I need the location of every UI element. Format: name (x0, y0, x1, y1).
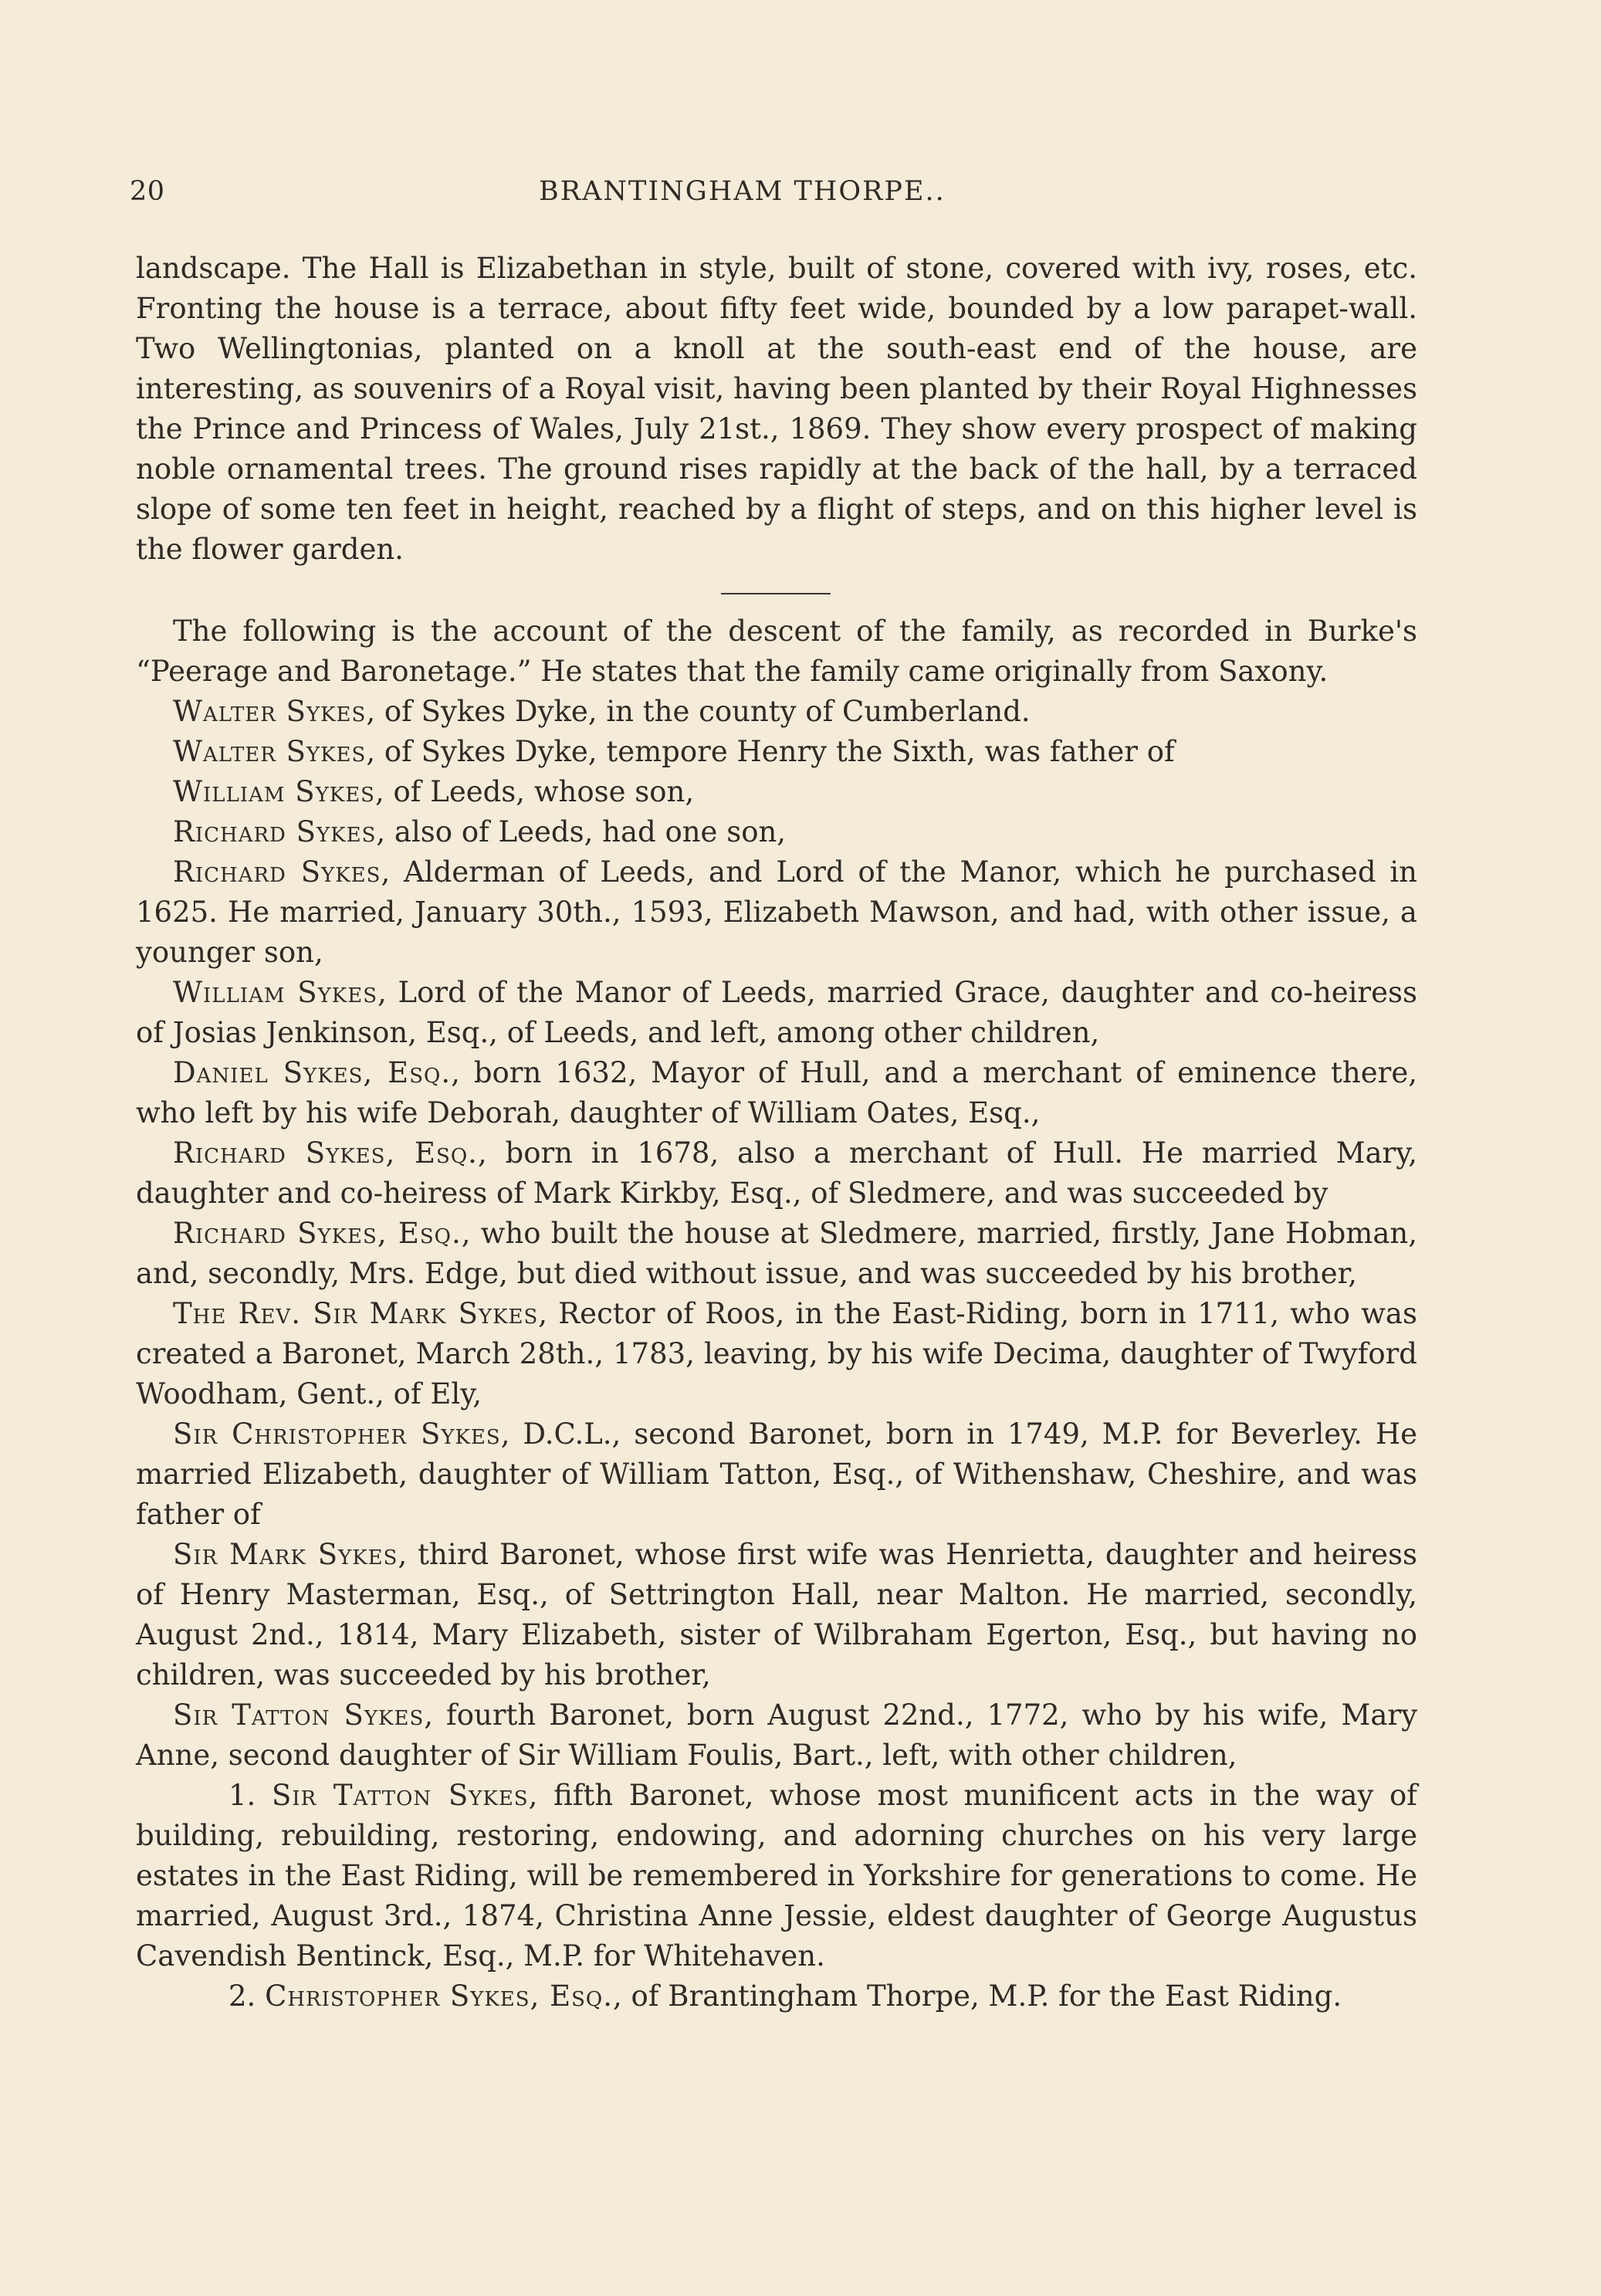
entry-text: , Lord of the Manor of Leeds, married Grace, daughter and co-heiress of Josias Jenkinson, Esq., of Leeds, and left, among other children, (136, 976, 1417, 1049)
entry-text: , D.C.L., second Baronet, born in 1749, M.P. for Beverley. He married Elizabeth, daughter of William Tatton, Esq., of Withenshaw, Cheshire, and was father of (136, 1417, 1417, 1531)
genealogy-entry (136, 1535, 1417, 1695)
entry-text: , who built the house at Sledmere, married, firstly, Jane Hobman, and, secondly, Mrs. Edge, but died without issue, and was succeeded by his brother, (136, 1217, 1417, 1290)
genealogy-entry (136, 1133, 1417, 1214)
running-title: BRANTINGHAM THORPE.. (539, 176, 946, 207)
entry-name: Richard Sykes (173, 815, 377, 848)
entry-text: , of Sykes Dyke, in the county of Cumberland. (366, 695, 1031, 728)
page-number: 20 (130, 176, 165, 207)
entry-text: , fourth Baronet, born August 22nd., 1772, who by his wife, Mary Anne, second daughter of Sir William Foulis, Bart., left, with other children, (136, 1698, 1417, 1772)
genealogy-entry (136, 1976, 1417, 2017)
entry-text: , of Leeds, whose son, (375, 775, 695, 808)
entry-text: , also of Leeds, had one son, (376, 815, 787, 848)
entry-text: , Rector of Roos, in the East-Riding, born in 1711, who was created a Baronet, March 28th., 1783, leaving, by his wife Decima, daughter of Twyford Woodham, Gent., of Ely, (136, 1297, 1417, 1410)
genealogy-section (136, 611, 1417, 2017)
section-divider (721, 593, 831, 594)
entry-text: , born in 1678, also a merchant of Hull. He married Mary, daughter and co-heiress of Mark Kirkby, Esq., of Sledmere, and was succeeded by (136, 1136, 1417, 1210)
entry-name: Walter Sykes (173, 695, 367, 728)
entry-text: , third Baronet, whose first wife was Henrietta, daughter and heiress of Henry Masterman, Esq., of Settrington Hall, near Malton. He married, secondly, August 2nd., 1814, Mary Elizabeth, sister of Wilbraham Egerton, Esq., but having no children, was succeeded by his brother, (136, 1538, 1417, 1692)
genealogy-entry (136, 1776, 1417, 1976)
landscape-paragraph (136, 249, 1417, 570)
genealogy-entry (136, 1695, 1417, 1776)
genealogy-entry (136, 812, 1417, 852)
entry-name: Sir Tatton Sykes (272, 1779, 529, 1812)
entry-name: Christopher Sykes, Esq. (265, 1979, 614, 2013)
entry-name: Richard Sykes, Esq. (173, 1136, 478, 1170)
entry-text: , Alderman of Leeds, and Lord of the Manor, which he purchased in 1625. He married, January 30th., 1593, Elizabeth Mawson, and had, with other issue, a younger son, (136, 855, 1417, 969)
entry-text: , of Brantingham Thorpe, M.P. for the East Riding. (613, 1979, 1342, 2013)
entry-name: Walter Sykes (173, 735, 367, 768)
genealogy-entry (136, 1214, 1417, 1294)
genealogy-entry (136, 1294, 1417, 1414)
genealogy-entry (136, 973, 1417, 1053)
entry-name: The Rev. Sir Mark Sykes (173, 1297, 539, 1330)
entry-name: William Sykes (173, 976, 378, 1009)
entry-name: Richard Sykes (173, 855, 381, 889)
genealogy-entries (136, 692, 1417, 2017)
genealogy-intro: The following is the account of the descent of the family, as recorded in Burke's “Peerage and Baronetage.” He states that the family came originally from Saxony. (136, 615, 1417, 688)
entry-name: Sir Mark Sykes (173, 1538, 398, 1571)
genealogy-entry (136, 732, 1417, 772)
entry-number: 1. (228, 1779, 272, 1812)
entry-text: , born 1632, Mayor of Hull, and a merchant of eminence there, who left by his wife Deborah, daughter of William Oates, Esq., (136, 1056, 1417, 1129)
genealogy-entry (136, 1414, 1417, 1535)
genealogy-entry (136, 1053, 1417, 1133)
genealogy-entry (136, 772, 1417, 812)
entry-text: , fifth Baronet, whose most munificent acts in the way of building, rebuilding, restoring, endowing, and adorning churches on his very large estates in the East Riding, will be remembered in Yorkshire for generations to come. He married, August 3rd., 1874, Christina Anne Jessie, eldest daughter of George Augustus Cavendish Bentinck, Esq., M.P. for Whitehaven. (136, 1779, 1417, 1973)
entry-text: , of Sykes Dyke, tempore Henry the Sixth, was father of (366, 735, 1175, 768)
page-header (130, 176, 1403, 213)
entry-name: William Sykes (173, 775, 375, 808)
entry-name: Daniel Sykes, Esq. (173, 1056, 452, 1089)
entry-name: Sir Tatton Sykes (173, 1698, 425, 1732)
entry-name: Richard Sykes, Esq. (173, 1217, 462, 1250)
entry-number: 2. (228, 1979, 266, 2013)
entry-name: Sir Christopher Sykes (173, 1417, 501, 1451)
genealogy-entry (136, 692, 1417, 732)
paragraph-text: landscape. The Hall is Elizabethan in style, built of stone, covered with ivy, roses, etc. Fronting the house is a terrace, about fifty feet wide, bounded by a low parapet-wall. Two Wellingtonias, planted on a knoll at the south-east end of the house, are interesting, as souvenirs of a Royal visit, having been planted by their Royal Highnesses the Prince and Princess of Wales, July 21st., 1869. They show every prospect of making noble ornamental trees. The ground rises rapidly at the back of the hall, by a terraced slope of some ten feet in height, reached by a flight of steps, and on this higher level is the flower garden. (136, 252, 1417, 566)
genealogy-entry (136, 852, 1417, 973)
